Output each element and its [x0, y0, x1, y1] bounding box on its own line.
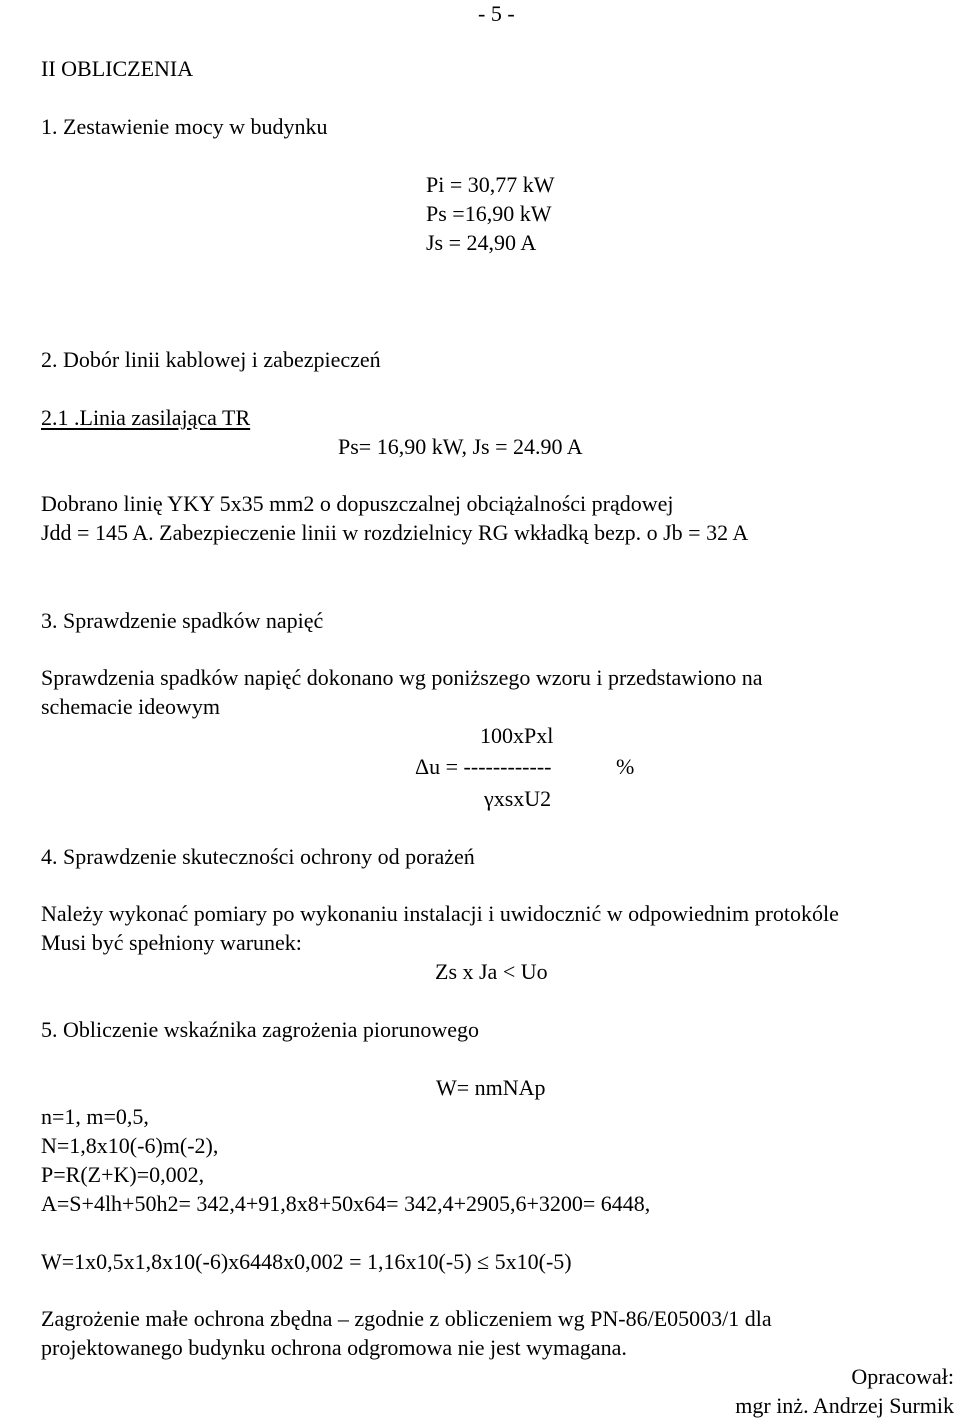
protection-formula: Zs x Ja < Uo — [435, 959, 548, 984]
calc-line-n: n=1, m=0,5, — [41, 1104, 149, 1129]
current-js: Js = 24,90 A — [426, 230, 537, 255]
voltage-drop-text-1: Sprawdzenia spadków napięć dokonano wg poniższego wzoru i przedstawiono na — [41, 665, 763, 690]
protection-text-1: Należy wykonać pomiary po wykonaniu instalacji i uwidocznić w odpowiednim protokóle — [41, 901, 839, 926]
conclusion-2: projektowanego budynku ochrona odgromowa nie jest wymagana. — [41, 1335, 627, 1360]
formula-lhs: Δu = ------------ — [415, 754, 552, 779]
subheading-title: .Linia zasilająca TR — [74, 405, 251, 430]
calc-line-P: P=R(Z+K)=0,002, — [41, 1162, 205, 1187]
result-symbol: ≤ — [477, 1249, 490, 1274]
subheading-number: 2.1 — [41, 405, 69, 430]
conclusion-1: Zagrożenie małe ochrona zbędna – zgodnie z obliczeniem wg PN-86/E05003/1 dla — [41, 1306, 772, 1331]
heading-2: 2. Dobór linii kablowej i zabezpieczeń — [41, 347, 381, 372]
line-params: Ps= 16,90 kW, Js = 24.90 A — [338, 434, 583, 459]
protection-text-2: Musi być spełniony warunek: — [41, 930, 302, 955]
cable-text-1: Dobrano linię YKY 5x35 mm2 o dopuszczalnej obciążalności prądowej — [41, 491, 674, 516]
heading-1: 1. Zestawienie mocy w budynku — [41, 114, 328, 139]
signature-label: Opracował: — [851, 1364, 954, 1389]
page-number: - 5 - — [478, 1, 515, 26]
calc-line-A: A=S+4lh+50h2= 342,4+91,8x8+50x64= 342,4+2905,6+3200= 6448, — [41, 1191, 651, 1216]
formula-numerator: 100xPxl — [480, 723, 554, 748]
power-pi: Pi = 30,77 kW — [426, 172, 555, 197]
formula-percent: % — [616, 754, 635, 779]
calc-result — [41, 1248, 572, 1276]
formula-denominator: γxsxU2 — [484, 786, 552, 811]
calc-line-N: N=1,8x10(-6)m(-2), — [41, 1133, 219, 1158]
lightning-formula: W= nmNAp — [436, 1075, 546, 1100]
section-title: II OBLICZENIA — [41, 56, 194, 81]
result-suffix: 5x10(-5) — [494, 1249, 572, 1274]
heading-5: 5. Obliczenie wskaźnika zagrożenia piorunowego — [41, 1017, 479, 1042]
voltage-drop-text-2: schemacie ideowym — [41, 694, 220, 719]
subheading-2-1 — [41, 404, 250, 432]
result-prefix: W=1x0,5x1,8x10(-6)x6448x0,002 = 1,16x10(-5) — [41, 1249, 472, 1274]
signature-name: mgr inż. Andrzej Surmik — [735, 1393, 954, 1418]
heading-3: 3. Sprawdzenie spadków napięć — [41, 608, 324, 633]
power-ps: Ps =16,90 kW — [426, 201, 552, 226]
heading-4: 4. Sprawdzenie skuteczności ochrony od porażeń — [41, 844, 475, 869]
cable-text-2: Jdd = 145 A. Zabezpieczenie linii w rozdzielnicy RG wkładką bezp. o Jb = 32 A — [41, 520, 749, 545]
